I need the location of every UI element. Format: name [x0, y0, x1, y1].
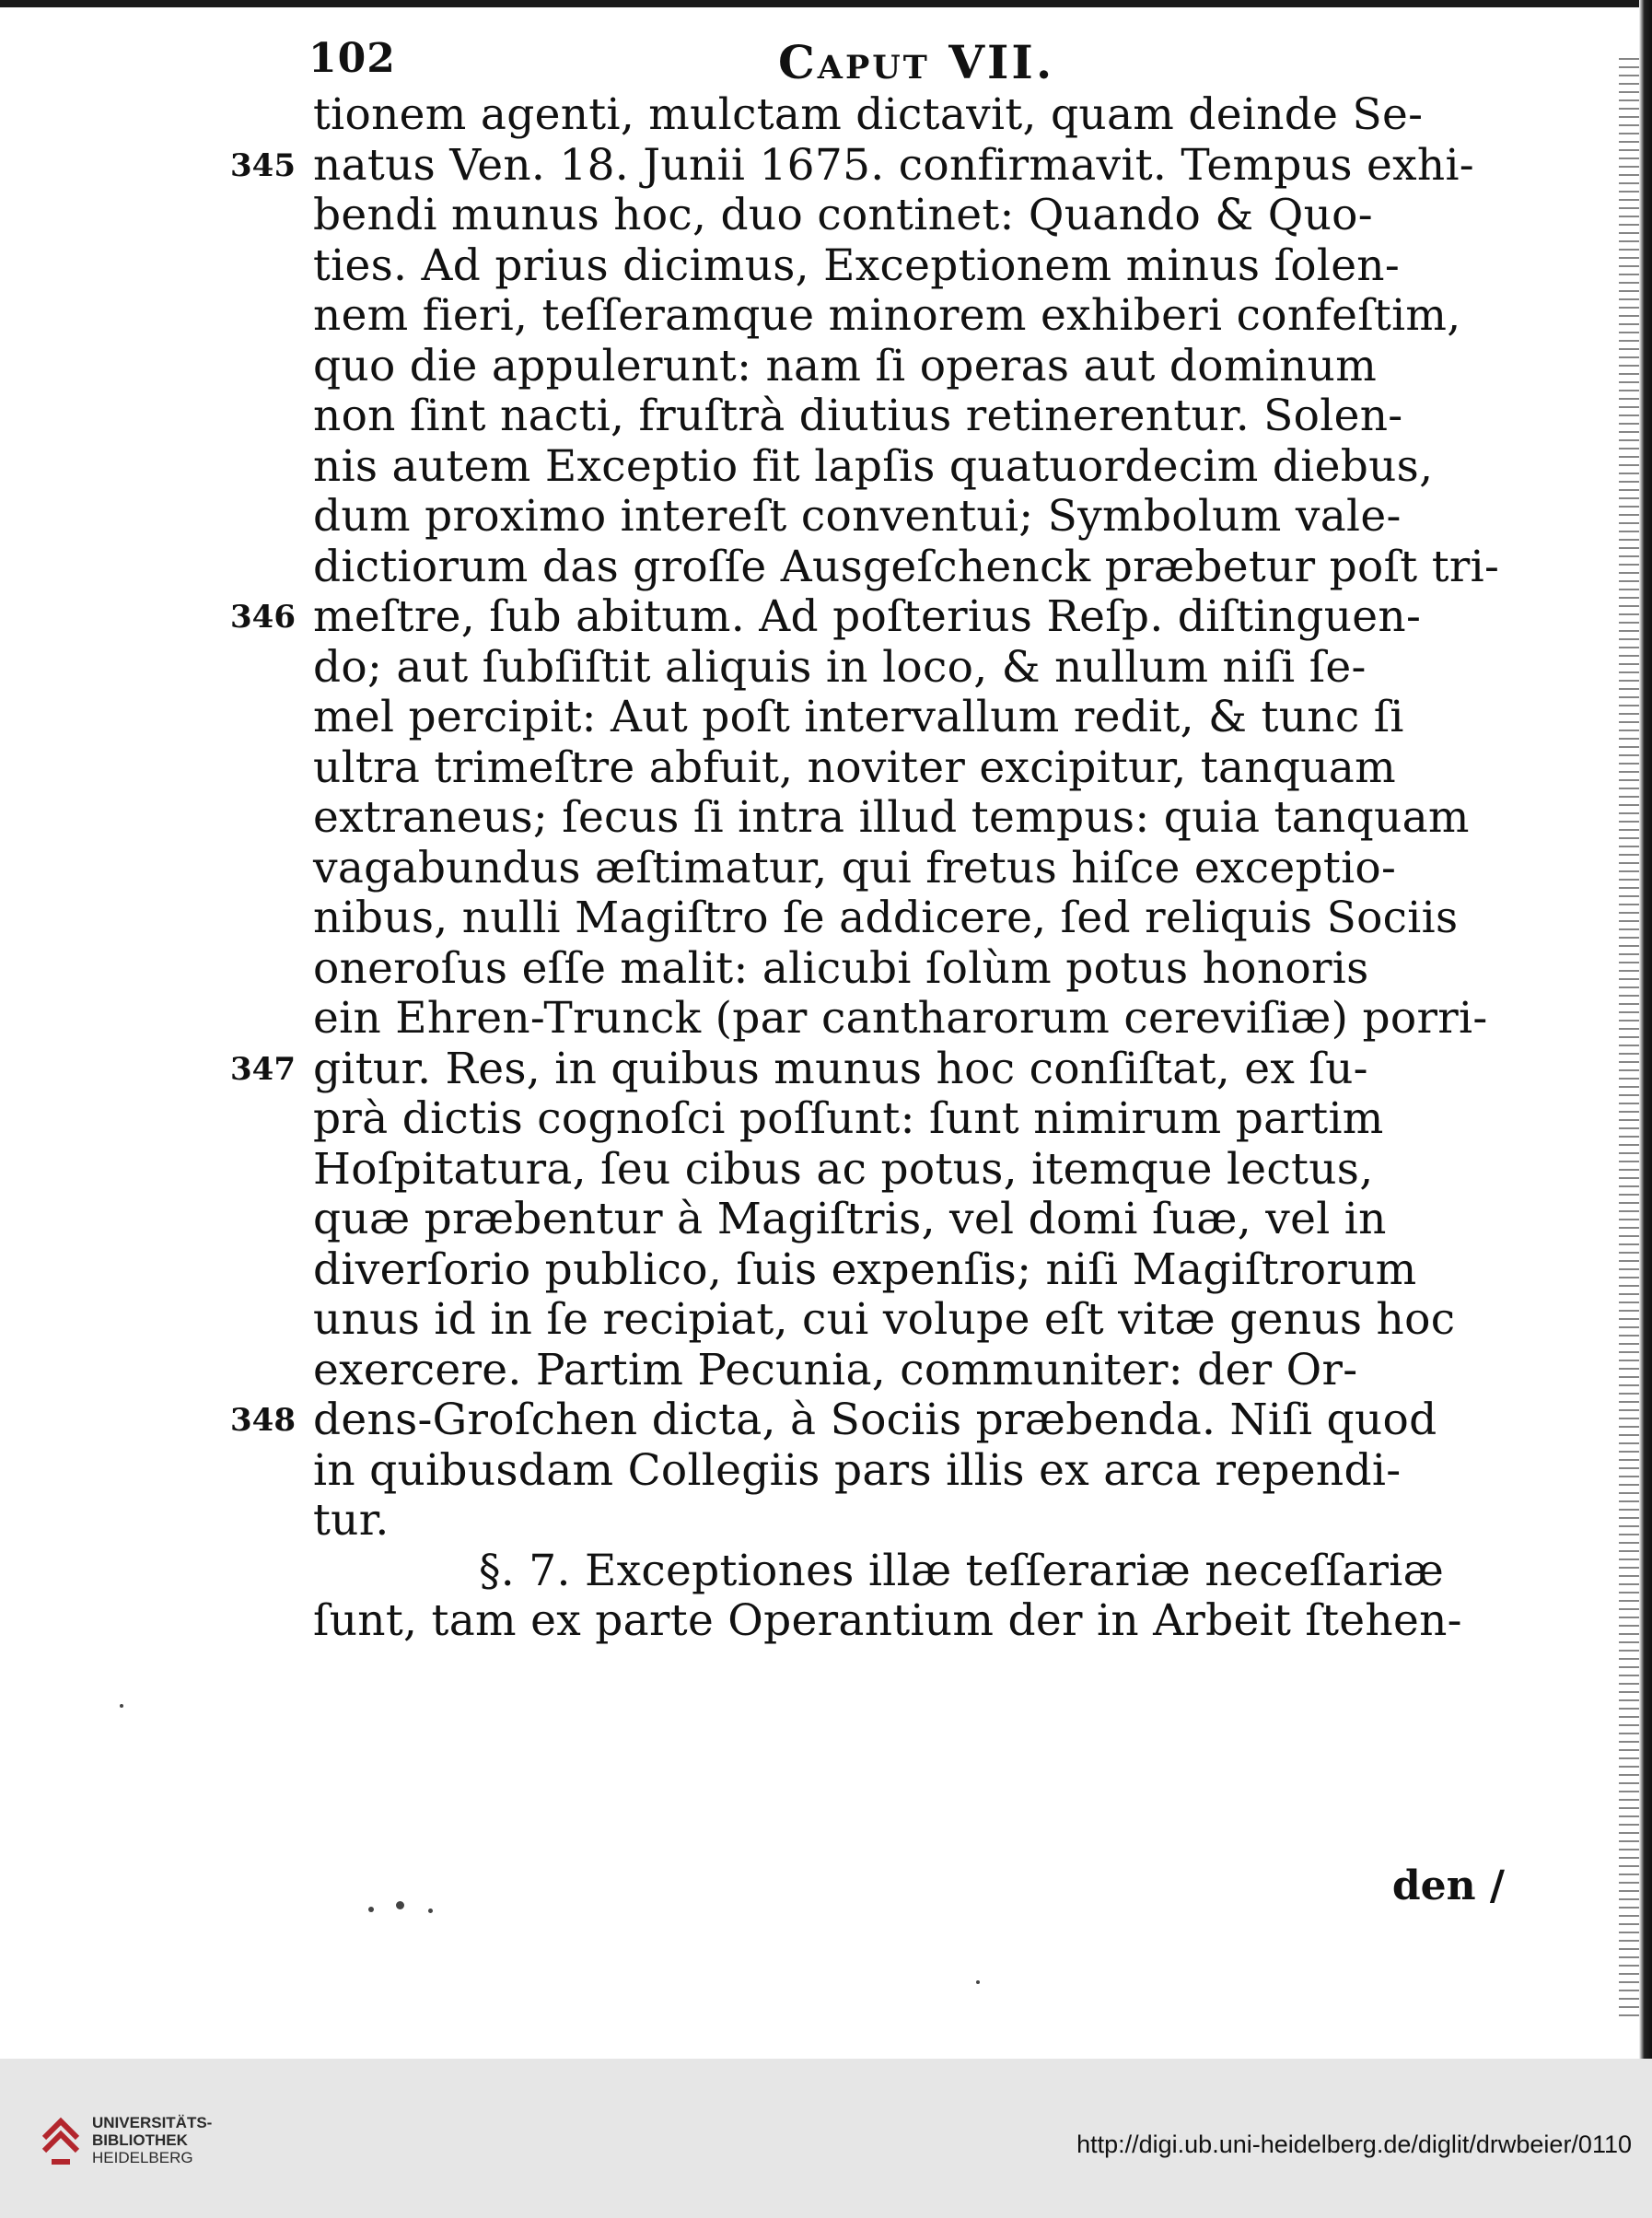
source-url-link[interactable]: http://digi.ub.uni-heidelberg.de/diglit/drwbeier/0110 — [1076, 2130, 1632, 2158]
line-text: tur. — [313, 1495, 390, 1546]
text-line — [230, 1094, 1519, 1145]
scan-speck — [396, 1901, 404, 1909]
line-text: vagabundus æſtimatur, qui fretus hiſce exceptio- — [313, 842, 1397, 893]
text-line — [230, 1145, 1519, 1196]
line-text: nibus, nulli Magiſtro ſe addicere, ſed reliquis Sociis — [313, 893, 1459, 943]
catchword: den / — [1391, 1862, 1505, 1909]
text-line — [230, 844, 1519, 894]
line-text: non ſint nacti, fruſtrà diutius retinerentur. Solen- — [313, 391, 1403, 441]
line-text: tionem agenti, mulctam dictavit, quam deinde Se- — [313, 89, 1424, 140]
text-line — [230, 994, 1519, 1045]
text-line — [230, 893, 1519, 944]
text-line — [230, 1346, 1519, 1396]
text-line — [230, 944, 1519, 995]
text-line — [230, 592, 1519, 643]
text-line — [230, 391, 1519, 442]
line-text: exercere. Partim Pecunia, communiter: der Or- — [313, 1344, 1358, 1395]
text-line — [230, 241, 1519, 292]
line-text: nis autem Exceptio fit lapſis quatuordecim diebus, — [313, 440, 1434, 492]
line-text: nem fieri, teſſeramque minorem exhiberi confeſtim, — [313, 290, 1461, 341]
line-text: extraneus; ſecus ſi intra illud tempus: quia tanquam — [313, 792, 1470, 843]
line-text: unus id in ſe recipiat, cui volupe eſt vitæ genus hoc — [313, 1294, 1456, 1345]
line-text: gitur. Res, in quibus munus hoc conſiſtat, ex ſu- — [313, 1043, 1368, 1094]
library-name — [92, 2114, 212, 2166]
text-line — [230, 743, 1519, 794]
line-text: in quibusdam Collegiis pars illis ex arca rependi- — [313, 1444, 1402, 1496]
library-line: UNIVERSITÄTS- — [92, 2114, 213, 2131]
text-block — [230, 90, 1519, 1647]
scan-shadow-top — [0, 0, 1652, 7]
text-line — [230, 492, 1519, 543]
line-text: ein Ehren-Trunck (par cantharorum cereviſiæ) porri- — [313, 993, 1488, 1044]
line-text: dum proximo intereſt conventui; Symbolum vale- — [313, 491, 1402, 542]
margin-number: 346 — [230, 599, 296, 636]
margin-number: 347 — [230, 1050, 296, 1088]
text-line — [230, 1045, 1519, 1095]
line-text: ties. Ad prius dicimus, Exceptionem minus ſolen- — [313, 239, 1401, 291]
page-number: 102 — [308, 35, 396, 82]
library-line: HEIDELBERG — [92, 2149, 193, 2166]
line-text: prà dictis cognoſci poſſunt: ſunt nimirum partim — [313, 1093, 1384, 1144]
text-line — [230, 1596, 1519, 1647]
text-line — [230, 1496, 1519, 1547]
line-text: quæ præbentur à Magiſtris, vel domi ſuæ, vel in — [313, 1194, 1387, 1244]
line-text: dens-Groſchen dicta, à Sociis præbenda. Niſi quod — [313, 1395, 1437, 1445]
viewer-footer — [0, 2059, 1652, 2218]
line-text: do; aut ſubſiſtit aliquis in loco, & nullum niſi ſe- — [313, 641, 1367, 693]
text-line — [230, 291, 1519, 342]
line-text: bendi munus hoc, duo continet: Quando & Quo- — [313, 190, 1373, 240]
text-line — [230, 342, 1519, 392]
line-text: dictiorum das groſſe Ausgeſchenck præbetur poſt tri- — [313, 541, 1500, 592]
text-line — [230, 543, 1519, 593]
text-line — [230, 1245, 1519, 1296]
line-text: oneroſus eſſe malit: alicubi ſolùm potus honoris — [313, 942, 1369, 994]
library-logo-icon — [39, 2116, 83, 2167]
text-line — [230, 1446, 1519, 1497]
text-line — [230, 693, 1519, 743]
line-text: diverſorio publico, ſuis expenſis; niſi Magiſtrorum — [313, 1243, 1417, 1295]
line-text: quo die appulerunt: nam ſi operas aut dominum — [313, 340, 1378, 391]
text-line — [230, 141, 1519, 192]
line-text: mel percipit: Aut poſt intervallum redit, & tunc ſi — [313, 692, 1404, 742]
scan-shadow-right — [1639, 0, 1652, 2059]
text-line — [230, 90, 1519, 141]
text-line — [230, 643, 1519, 694]
library-line: BIBLIOTHEK — [92, 2131, 188, 2149]
running-head: Caput VII. — [778, 35, 1055, 89]
scan-speck — [368, 1907, 374, 1912]
text-line — [230, 191, 1519, 241]
page-edge — [1619, 55, 1639, 2017]
text-line — [230, 1395, 1519, 1446]
margin-number: 348 — [230, 1402, 296, 1439]
scan-speck — [976, 1980, 980, 1984]
line-text: §. 7. Exceptiones illæ teſſerariæ neceſſariæ — [479, 1545, 1445, 1596]
line-text: Hoſpitatura, ſeu cibus ac potus, itemque lectus, — [313, 1143, 1374, 1195]
text-line — [230, 442, 1519, 493]
text-line — [230, 1547, 1519, 1597]
line-text: ultra trimeſtre abfuit, noviter excipitur, tanquam — [313, 741, 1396, 793]
scan-speck — [428, 1909, 433, 1913]
scan-speck — [120, 1704, 123, 1708]
line-text: meſtre, ſub abitum. Ad poſterius Reſp. diſtinguen- — [313, 591, 1422, 642]
text-line — [230, 793, 1519, 844]
line-text: natus Ven. 18. Junii 1675. confirmavit. Tempus exhi- — [313, 139, 1474, 191]
text-line — [230, 1195, 1519, 1245]
text-line — [230, 1295, 1519, 1346]
line-text: ſunt, tam ex parte Operantium der in Arbeit ſtehen- — [313, 1595, 1462, 1646]
margin-number: 345 — [230, 146, 296, 184]
